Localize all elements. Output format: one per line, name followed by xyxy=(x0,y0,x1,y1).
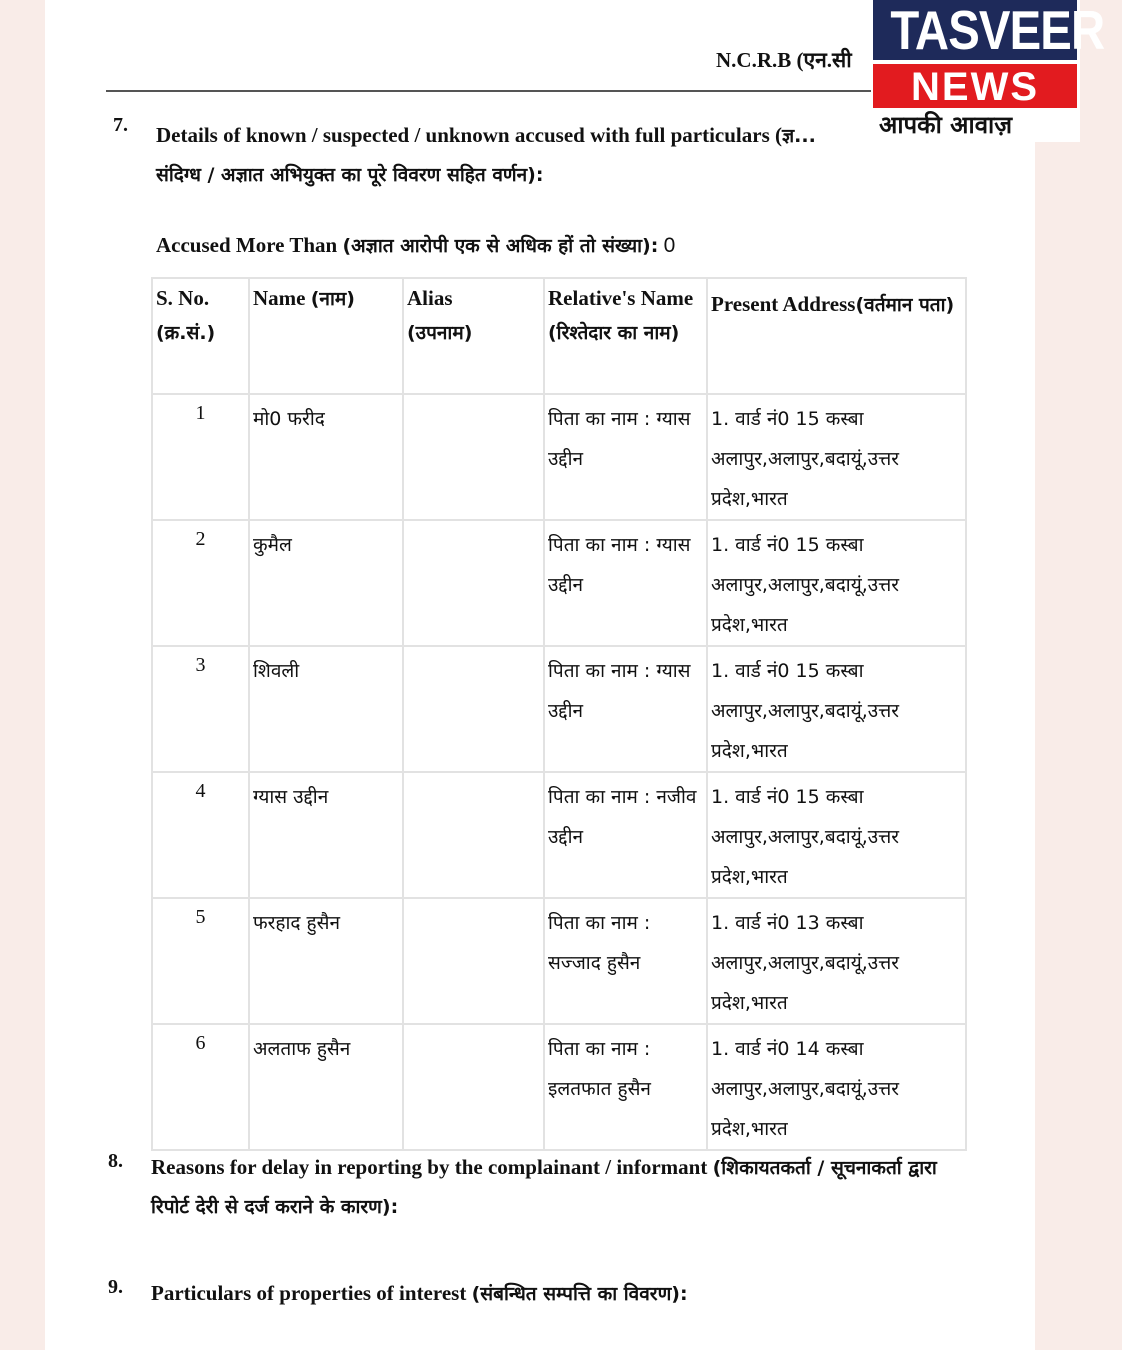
cell-address: 1. वार्ड नं0 13 कस्बा अलापुर,अलापुर,बदायूं,उत्तर प्रदेश,भारत xyxy=(707,898,966,1024)
cell-name: अलताफ हुसैन xyxy=(249,1024,403,1150)
cell-name: शिवली xyxy=(249,646,403,772)
section-7-number: 7. xyxy=(113,114,128,136)
cell-alias xyxy=(403,898,544,1024)
table-row xyxy=(152,520,966,646)
table-row xyxy=(152,898,966,1024)
cell-alias xyxy=(403,394,544,520)
cell-relative: पिता का नाम : सज्जाद हुसैन xyxy=(544,898,707,1024)
table-header-row xyxy=(152,278,966,394)
cell-name: मो0 फरीद xyxy=(249,394,403,520)
section-7-title-hi: संदिग्ध / अज्ञात अभियुक्त का पूरे विवरण सहित वर्णन): xyxy=(156,164,544,186)
cell-relative: पिता का नाम : ग्यास उद्दीन xyxy=(544,394,707,520)
header-alias: Alias (उपनाम) xyxy=(403,278,544,394)
accused-table xyxy=(151,277,967,1151)
header-name: Name (नाम) xyxy=(249,278,403,394)
cell-address: 1. वार्ड नं0 15 कस्बा अलापुर,अलापुर,बदायूं,उत्तर प्रदेश,भारत xyxy=(707,772,966,898)
cell-address: 1. वार्ड नं0 15 कस्बा अलापुर,अलापुर,बदायूं,उत्तर प्रदेश,भारत xyxy=(707,646,966,772)
tasveer-news-logo xyxy=(871,0,1105,142)
cell-sno: 4 xyxy=(152,772,249,898)
section-9-number: 9. xyxy=(108,1276,123,1298)
section-7-title-en: Details of known / suspected / unknown accused with full particulars ( xyxy=(156,123,782,147)
logo-title: TASVEER xyxy=(873,0,1077,60)
cell-relative: पिता का नाम : इलतफात हुसैन xyxy=(544,1024,707,1150)
cell-sno: 3 xyxy=(152,646,249,772)
header-present-address: Present Address(वर्तमान पता) xyxy=(707,278,966,394)
section-7-title xyxy=(156,116,876,194)
cell-sno: 5 xyxy=(152,898,249,1024)
cell-sno: 1 xyxy=(152,394,249,520)
section-7-title-hi-cut: ज्ञ... xyxy=(782,125,816,147)
section-9-title xyxy=(151,1274,951,1313)
cell-relative: पिता का नाम : नजीव उद्दीन xyxy=(544,772,707,898)
cell-name: ग्यास उद्दीन xyxy=(249,772,403,898)
cell-alias xyxy=(403,1024,544,1150)
cell-alias xyxy=(403,646,544,772)
ncrb-header: N.C.R.B (एन.सी xyxy=(716,48,852,72)
header-divider xyxy=(106,90,876,92)
accused-more-label-hi: (अज्ञात आरोपी एक से अधिक हों तो संख्या): xyxy=(342,235,659,257)
table-row xyxy=(152,646,966,772)
cell-address: 1. वार्ड नं0 14 कस्बा अलापुर,अलापुर,बदायूं,उत्तर प्रदेश,भारत xyxy=(707,1024,966,1150)
header-relative-name: Relative's Name (रिश्तेदार का नाम) xyxy=(544,278,707,394)
section-8-title-en: Reasons for delay in reporting by the complainant / informant xyxy=(151,1155,713,1179)
section-8-number: 8. xyxy=(108,1150,123,1172)
cell-sno: 6 xyxy=(152,1024,249,1150)
header-sno: S. No. (क्र.सं.) xyxy=(152,278,249,394)
accused-more-label-en: Accused More Than xyxy=(156,233,343,257)
cell-sno: 2 xyxy=(152,520,249,646)
table-row xyxy=(152,772,966,898)
cell-alias xyxy=(403,520,544,646)
accused-more-than xyxy=(156,232,675,258)
cell-address: 1. वार्ड नं0 15 कस्बा अलापुर,अलापुर,बदायूं,उत्तर प्रदेश,भारत xyxy=(707,394,966,520)
section-9-title-en: Particulars of properties of interest xyxy=(151,1281,472,1305)
cell-address: 1. वार्ड नं0 15 कस्बा अलापुर,अलापुर,बदायूं,उत्तर प्रदेश,भारत xyxy=(707,520,966,646)
cell-alias xyxy=(403,772,544,898)
logo-subtitle: NEWS xyxy=(873,64,1077,108)
section-9-title-hi: (संबन्धित सम्पत्ति का विवरण): xyxy=(471,1283,688,1305)
section-8-title-hi: (शिकायतकर्ता / सूचनाकर्ता द्वारा रिपोर्ट देरी से दर्ज कराने के कारण): xyxy=(151,1157,937,1218)
logo-tagline: आपकी आवाज़ xyxy=(879,111,1013,139)
section-8-title xyxy=(151,1148,951,1226)
table-row xyxy=(152,394,966,520)
cell-relative: पिता का नाम : ग्यास उद्दीन xyxy=(544,520,707,646)
cell-relative: पिता का नाम : ग्यास उद्दीन xyxy=(544,646,707,772)
cell-name: फरहाद हुसैन xyxy=(249,898,403,1024)
table-row xyxy=(152,1024,966,1150)
accused-more-value: 0 xyxy=(663,234,676,257)
cell-name: कुमैल xyxy=(249,520,403,646)
